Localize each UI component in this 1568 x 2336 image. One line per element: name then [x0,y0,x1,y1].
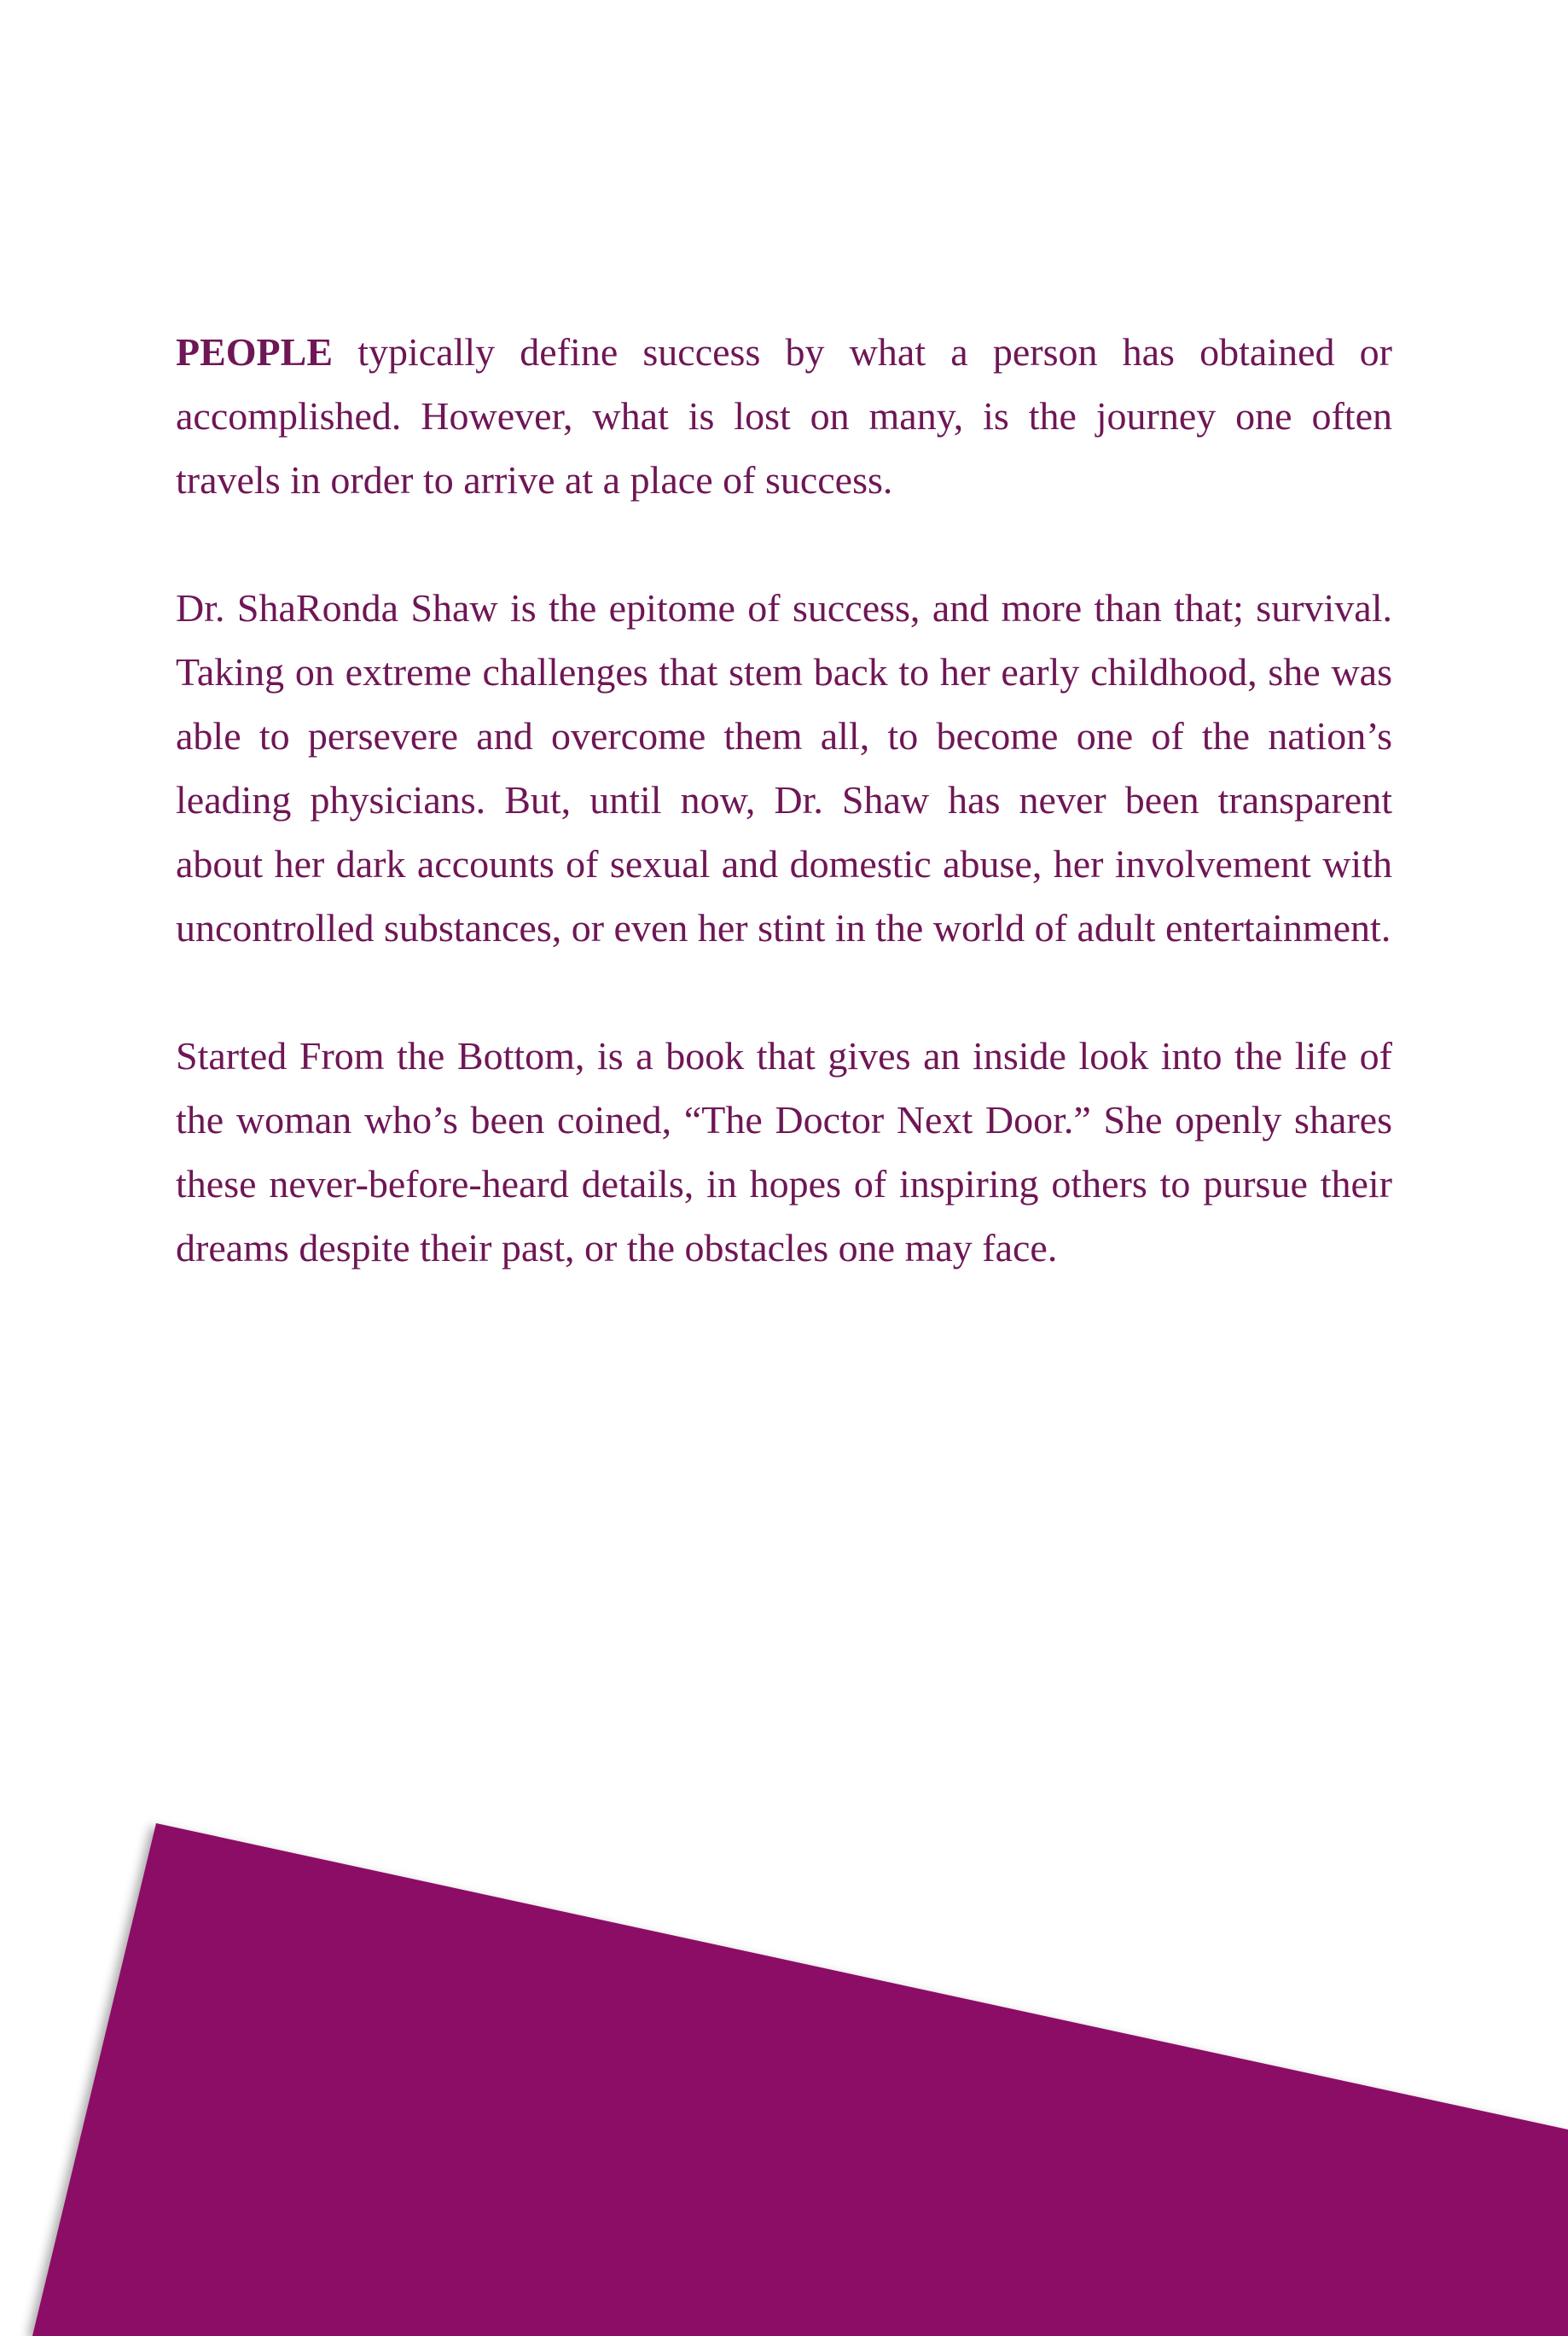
paragraph-author: Dr. ShaRonda Shaw is the epitome of success, and more than that; survival. Taking on extreme challenges that stem back to her early childhood, she was able to persevere and overcome them all, to become one of the nation’s leading physicians. But, until now, Dr. Shaw has never been transparent about her dark accounts of sexual and domestic abuse, her involvement with uncontrolled substances, or even her stint in the world of adult entertainment. [176,586,1392,950]
lead-word: PEOPLE [176,330,334,374]
blurb-text [176,320,1392,1344]
paragraph-intro [176,320,1392,512]
accent-polygon [32,1823,1568,2336]
paragraph-intro-text: typically define success by what a person has obtained or accomplished. However, what is lost on many, is the journey one often travels in order to arrive at a place of success. [176,330,1392,502]
paragraph-book: Started From the Bottom, is a book that gives an inside look into the life of the woman who’s been coined, “The Doctor Next Door.” She openly shares these never-before-heard details, in hopes of inspiring others to pursue their dreams despite their past, or the obstacles one may face. [176,1034,1392,1270]
